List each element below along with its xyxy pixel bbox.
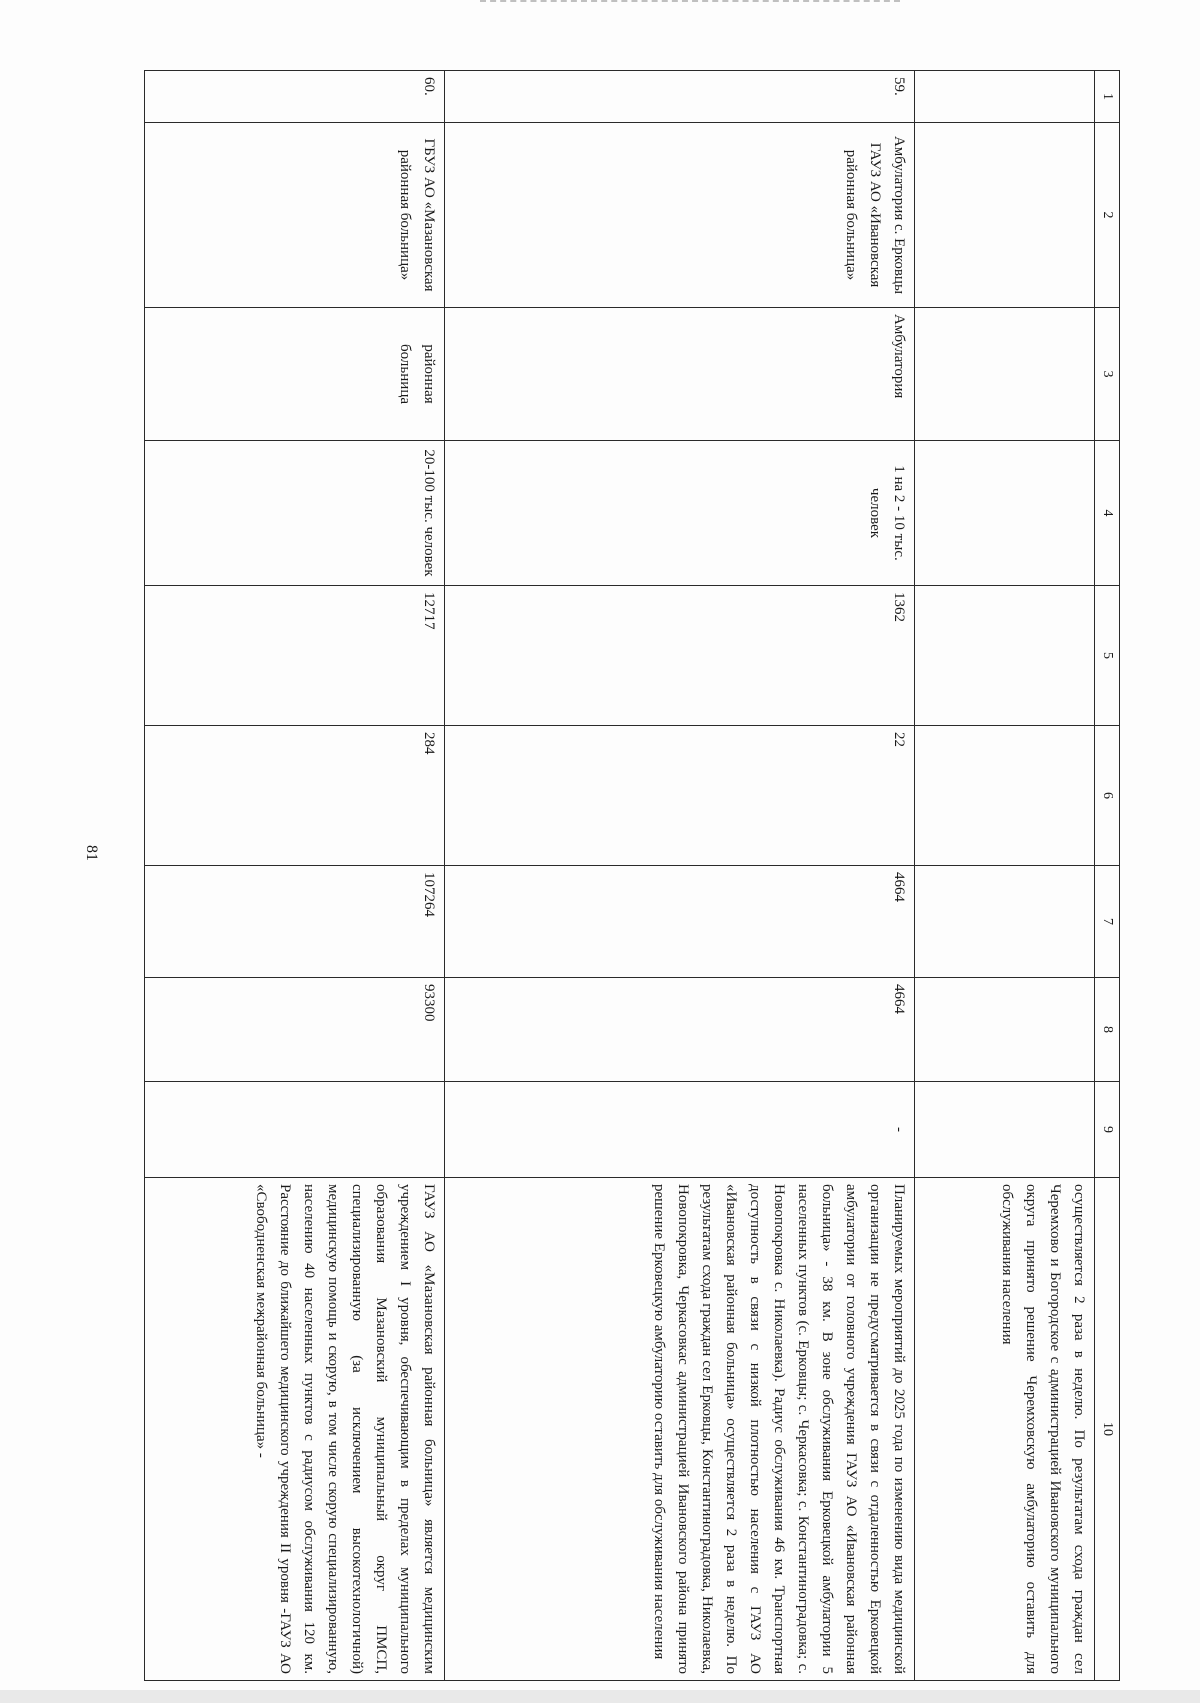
organization-type: районная больница: [145, 308, 445, 441]
cell-col-8: 93300: [145, 978, 445, 1082]
row-number: 59.: [445, 71, 915, 123]
column-number-row: [1095, 71, 1120, 1681]
column-number: 7: [1095, 866, 1120, 978]
description: ГАУЗ АО «Мазановская районная больница» является медицинским учреждением I уровня, обеспечивающим в пределах муниципального образования Мазановский муниципальный округ ПМСП, специализированную (за исключением высокотехнологичной) медицинскую помощь и скорую, в том числе скорую специализированную, населению 40 населенных пунктов с радиусом обслуживания 120 км. Расстояние до ближайшего медицинского учреждения II уровня -ГАУЗ АО «Свободненская межрайонная больница» -: [145, 1178, 445, 1681]
organization-type: [915, 308, 1095, 441]
organization-type: Амбулатория: [445, 308, 915, 441]
table-row: [445, 71, 915, 1681]
organization-name: ГБУЗ АО «Мазановская районная больница»: [145, 123, 445, 308]
cell-col-6: 284: [145, 726, 445, 866]
column-number: 1: [1095, 71, 1120, 123]
row-number: 60.: [145, 71, 445, 123]
table-row: [145, 71, 445, 1681]
cell-col-6: 22: [445, 726, 915, 866]
cell-col-9: -: [445, 1082, 915, 1178]
cell-col-5: [915, 586, 1095, 726]
organization-name: [915, 123, 1095, 308]
cell-col-6: [915, 726, 1095, 866]
rotated-table-container: [125, 70, 1120, 1680]
column-number: 8: [1095, 978, 1120, 1082]
page-number: 81: [83, 845, 100, 861]
column-number: 6: [1095, 726, 1120, 866]
cell-col-9: [915, 1082, 1095, 1178]
cell-col-5: 12717: [145, 586, 445, 726]
cell-col-7: 4664: [445, 866, 915, 978]
row-number: [915, 71, 1095, 123]
scan-edge: [0, 1690, 1200, 1703]
cell-col-8: [915, 978, 1095, 1082]
column-number: 5: [1095, 586, 1120, 726]
population-norm: 1 на 2 - 10 тыс. человек: [445, 441, 915, 586]
description: осуществляется 2 раза в неделю. По результатам схода граждан сел Черемхово и Богородское с администрацией Ивановского муниципального округа принято решение Черемховскую амбулаторию оставить для обслуживания населения: [915, 1178, 1095, 1681]
column-number: 2: [1095, 123, 1120, 308]
cell-col-9: [145, 1082, 445, 1178]
population-norm: 20-100 тыс. человек: [145, 441, 445, 586]
description: Планируемых мероприятий до 2025 года по изменению вида медицинской организации не предусматривается в связи с отдаленностью Ерковецкой амбулатории от головного учреждения ГАУЗ АО «Ивановская районная больница» - 38 км. В зоне обслуживания Ерковецкой амбулатории 5 населенных пунктов (с. Ерковцы; с. Черкасовка; с. Константиноградовка; с. Новопокровка с. Николаевка). Радиус обслуживания 46 км. Транспортная доступность в связи с низкой плотностью населения с ГАУЗ АО «Ивановская районная больница» осуществляется 2 раза в неделю. По результатам схода граждан сел Ерковцы, Константиноградовка, Николаевка, Новопокровка, Черкасовкас администрацией Ивановского района принято решение Ерковецкую амбулаторию оставить для обслуживания населения: [445, 1178, 915, 1681]
medical-organizations-table: [144, 70, 1120, 1681]
organization-name: Амбулатория с. Ерковцы ГАУЗ АО «Ивановская районная больница»: [445, 123, 915, 308]
cell-col-7: [915, 866, 1095, 978]
scan-artifact: [480, 0, 900, 6]
cell-col-8: 4664: [445, 978, 915, 1082]
column-number: 10: [1095, 1178, 1120, 1681]
table-row: [915, 71, 1095, 1681]
population-norm: [915, 441, 1095, 586]
column-number: 3: [1095, 308, 1120, 441]
column-number: 4: [1095, 441, 1120, 586]
column-number: 9: [1095, 1082, 1120, 1178]
cell-col-7: 107264: [145, 866, 445, 978]
cell-col-5: 1362: [445, 586, 915, 726]
